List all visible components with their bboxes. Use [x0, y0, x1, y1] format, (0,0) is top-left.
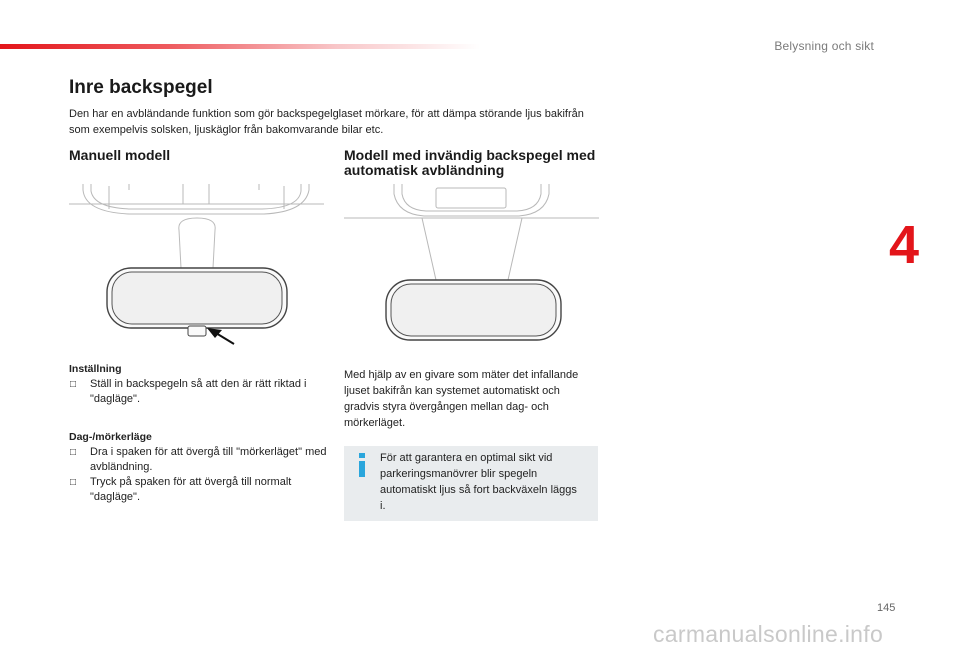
manual-mirror-illustration: [69, 180, 324, 350]
header-accent-bar: [0, 44, 480, 49]
manual-model-heading: Manuell modell: [69, 147, 171, 163]
daynight-label: Dag-/mörkerläge: [69, 431, 152, 443]
info-icon: [354, 453, 370, 477]
setting-list: [69, 377, 327, 407]
list-item: [69, 377, 327, 407]
info-box: [344, 446, 598, 521]
checkbox-bullet-icon: □: [70, 477, 77, 488]
intro-text: Den har en avbländande funktion som gör backspegelglaset mörkare, för att dämpa störande ljus bakifrån som exempelvis solsken, ljuskäglor från bakomvarande bilar etc.: [69, 108, 584, 136]
watermark: carmanualsonline.info: [653, 621, 884, 647]
page-heading: Inre backspegel: [69, 77, 213, 98]
setting-label: Inställning: [69, 363, 122, 375]
list-item: [69, 475, 327, 505]
list-item-text: Ställ in backspegeln så att den är rätt riktad i "dagläge".: [90, 378, 307, 405]
chapter-number: 4: [889, 215, 920, 275]
chapter-title: Belysning och sikt: [774, 39, 874, 53]
daynight-list: [69, 445, 327, 505]
auto-model-heading: Modell med invändig backspegel med automatisk avbländning: [344, 147, 596, 178]
list-item: [69, 445, 327, 475]
page-number: 145: [877, 602, 896, 614]
auto-mirror-illustration: [344, 180, 599, 345]
checkbox-bullet-icon: □: [70, 379, 77, 390]
auto-description: Med hjälp av en givare som mäter det infallande ljuset bakifrån kan systemet automatiskt och gradvis styra övergången mellan dag- och mörkerläget.: [344, 369, 579, 429]
list-item-text: Dra i spaken för att övergå till "mörkerläget" med avbländning.: [90, 446, 327, 473]
checkbox-bullet-icon: □: [70, 447, 77, 458]
info-text: För att garantera en optimal sikt vid parkeringsmanövrer blir spegeln automatiskt ljus så fort backväxeln läggs i.: [380, 452, 577, 512]
list-item-text: Tryck på spaken för att övergå till normalt "dagläge".: [90, 476, 292, 503]
